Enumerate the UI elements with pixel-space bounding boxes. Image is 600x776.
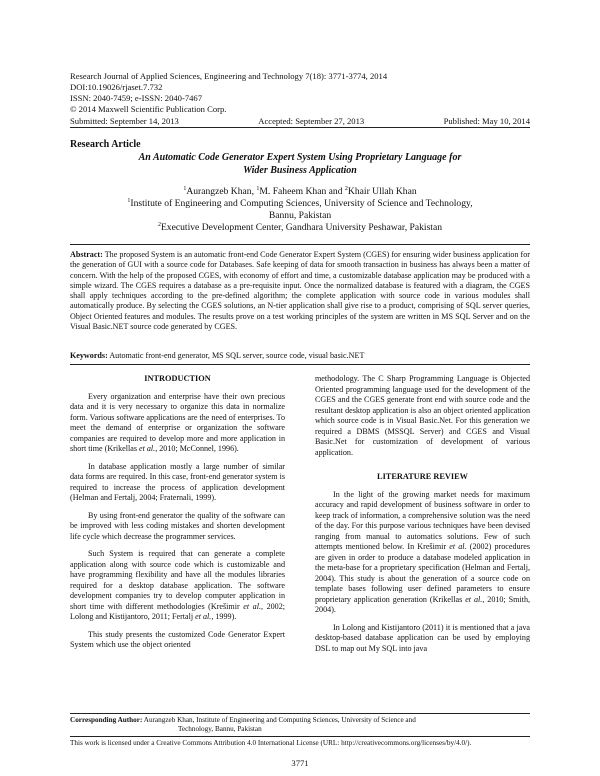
- author-2: M. Faheem Khan and: [259, 186, 345, 197]
- emphasis: et al.: [449, 542, 467, 551]
- license-text: This work is licensed under a Creative Commons Attribution 4.0 International License (URL: http://creativecommons.org/licenses/by/4.0/).: [70, 739, 472, 747]
- author-list: [70, 186, 530, 198]
- paragraph: methodology. The C Sharp Programming Language is Objected Oriented programming language used for the development of the CGES and the CGES generate front end with source code and the resultant desktop application is also an object oriented application which source code is in Visual Basic.Net. For this generation we required a DBMS (MSSQL Server) and CGES and Visual Basic.Net for customization of development of various application.: [315, 374, 530, 457]
- paragraph-text: In the light of the growing market needs for maximum accuracy and rapid development of business software in order to keep track of information, a comprehensive solution was the need of the day. For this purpose various techniques have been devised ranging from manual to automatics solutions. Few of such attempts mentioned below. In Krešimir: [315, 489, 530, 551]
- author-3-sup: 2: [344, 186, 348, 192]
- left-column: [70, 374, 285, 651]
- section-heading-introduction: INTRODUCTION: [144, 374, 211, 383]
- right-column: [315, 374, 530, 654]
- author-1: Aurangzeb Khan,: [186, 186, 257, 197]
- submitted-date: Submitted: September 14, 2013: [70, 116, 179, 126]
- paragraph-text: , 2002; Lolong and Kistijantoro, 2011; Fertalj: [70, 601, 285, 621]
- affiliation-1-line-2: Bannu, Pakistan: [268, 210, 332, 221]
- emphasis: et al.: [139, 444, 156, 453]
- corresponding-label: Corresponding Author:: [70, 716, 143, 724]
- abstract-text: The proposed System is an automatic front-end Code Generator Expert System (CGES) for ensuring wider business application for the generation of GUI with a source code for Databases. Safe keeping of data for smooth transaction in business has always been a matter of concern. With the help of the proposed CGES, with economy of effort and time, a customizable database application may be produced with a simple wizard. The CGES requires a database as a pre-requisite input. Once the normalized database is featured with a diagram, the CGES shall apply techniques according to the pre-defined algorithm; the complete application with source code in various modules shall automatically produce. By selecting the CGES solutions, an N-tier application shall give rise to a product, comprising of SQL server queries, Object Oriented features and modules. The results prove on a test working principles of the system are written in MS SQL Server and on the Visual Basic.NET source code generated by CGES.: [70, 250, 530, 332]
- copyright-line: © 2014 Maxwell Scientific Publication Corp.: [70, 104, 227, 114]
- published-date: Published: May 10, 2014: [443, 116, 530, 126]
- paragraph-text: , 1999).: [211, 612, 237, 621]
- paragraph: [315, 490, 530, 616]
- paragraph-text: (2002) procedures are given in order to produce a database modeled application in the meta-base for a proprietary specification (Helman and Fertalj, 2004). This study is about the generation of a source code on template bases following user defined parameters to ensure proprietary application generation (Krikellas: [315, 542, 531, 604]
- footer-rule: [70, 713, 530, 714]
- dates-row: [70, 116, 530, 126]
- affiliation-1-sup: 1: [127, 198, 131, 204]
- paragraph-text: Every organization and enterprise have their own precious data and it is very necessary to organize this data in normalize form. Various software applications are the need of enterprises. To meet the demand of enterprise or organization the software companies are required to develop more and more application in short time (Krikellas: [70, 391, 285, 453]
- author-2-sup: 1: [256, 186, 260, 192]
- section-heading-literature-review: LITERATURE REVIEW: [377, 472, 468, 481]
- paragraph: In database application mostly a large number of similar data forms are required. In this case, front-end generator system is required to increase the process of application development (Helman and Fertalj, 2004; Fraternali, 1999).: [70, 461, 285, 502]
- paragraph: This study presents the customized Code Generator Expert System which use the object oriented: [70, 629, 285, 649]
- journal-line: Research Journal of Applied Sciences, Engineering and Technology 7(18): 3771-3774, 2014: [70, 71, 388, 81]
- paragraph: By using front-end generator the quality of the software can be improved with less coding mistakes and shorten development life cycle which decrease the programmer services.: [70, 510, 285, 541]
- issn-line: ISSN: 2040-7459; e-ISSN: 2040-7467: [70, 93, 203, 103]
- paragraph-text: Such System is required that can generate a complete application along with source code which is customizable and have programming flexibility and have all the modules libraries required for a desktop database application. The software development companies try to develop computer application in short time with different methodologies (Krešimir: [70, 549, 285, 611]
- paragraph-text: , 2010; McConnel, 1996).: [155, 444, 239, 453]
- paragraph: In Lolong and Kistijantoro (2011) it is mentioned that a java desktop-based database application can be used by employing DSL to map out My SQL into java: [315, 622, 530, 653]
- header-rule: [70, 127, 530, 128]
- affiliation-2-sup: 2: [157, 222, 161, 228]
- page-number: 3771: [291, 758, 309, 768]
- abstract-top-rule: [70, 244, 530, 245]
- emphasis: et al.: [195, 612, 212, 621]
- paragraph-text: , 2010; Smith, 2004).: [315, 594, 531, 614]
- corresponding-text: Aurangzeb Khan, Institute of Engineering and Computing Sciences, University of Science and: [142, 716, 416, 724]
- keywords: [70, 351, 364, 360]
- keywords-text: Automatic front-end generator, MS SQL server, source code, visual basic.NET: [107, 351, 365, 360]
- corresponding-author: [70, 716, 530, 734]
- article-kind: Research Article: [70, 139, 141, 150]
- abstract-label: Abstract:: [70, 250, 103, 259]
- accepted-date: Accepted: September 27, 2013: [258, 116, 365, 126]
- doi-line: DOI:10.19026/rjaset.7.732: [70, 82, 163, 92]
- title-line-2: Wider Business Application: [243, 165, 357, 176]
- title-line-1: An Automatic Code Generator Expert System Using Proprietary Language for: [138, 152, 462, 163]
- author-1-sup: 1: [183, 186, 187, 192]
- affiliation-2-line: Executive Development Center, Gandhara University Peshawar, Pakistan: [160, 222, 443, 233]
- affiliation-1-line-1: Institute of Engineering and Computing Sciences, University of Science and Technology,: [130, 198, 473, 209]
- paragraph: [70, 392, 285, 455]
- keywords-rule: [70, 364, 530, 365]
- author-3: Khair Ullah Khan: [347, 186, 417, 197]
- license-rule: [70, 736, 530, 737]
- article-title: [70, 151, 530, 177]
- emphasis: et al.: [243, 601, 261, 611]
- keywords-label: Keywords:: [70, 351, 108, 360]
- affiliation-1: [70, 198, 530, 210]
- emphasis: et al.: [465, 594, 483, 604]
- paragraph: [70, 549, 285, 623]
- abstract: [70, 250, 530, 332]
- affiliation-2: [70, 222, 530, 234]
- corresponding-text-line-2: Technology, Bannu, Pakistan: [178, 725, 262, 733]
